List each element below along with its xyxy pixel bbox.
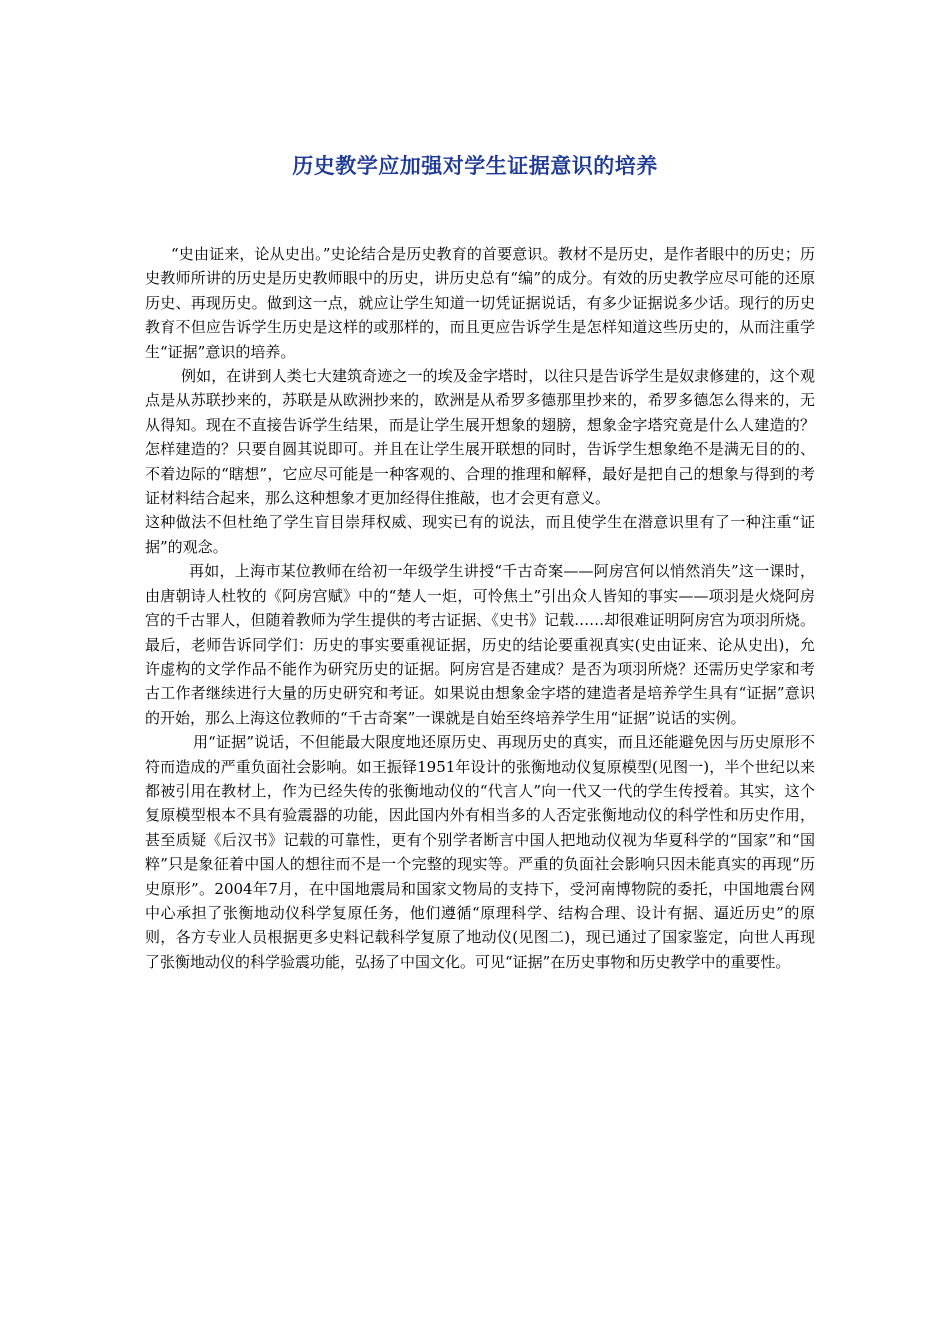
- paragraph-5: 用“证据”说话，不但能最大限度地还原历史、再现历史的真实，而且还能避免因与历史原形不符而造成的严重负面社会影响。如王振铎1951年设计的张衡地动仪复原模型(见图一)，半个世纪以来都被引用在教材上，作为已经失传的张衡地动仪的“代言人”向一代又一代的学生传授着。其实，这个复原模型根本不具有验震器的功能，因此国内外有相当多的人否定张衡地动仪的科学性和历史作用，甚至质疑《后汉书》记载的可靠性，更有个别学者断言中国人把地动仪视为华夏科学的“国家”和“国粹”只是象征着中国人的想往而不是一个完整的现实等。严重的负面社会影响只因未能真实的再现“历史原形”。2004年7月，在中国地震局和国家文物局的支持下，受河南博物院的委托，中国地震台网中心承担了张衡地动仪科学复原任务，他们遵循“原理科学、结构合理、设计有据、逼近历史”的原则，各方专业人员根据更多史料记载科学复原了地动仪(见图二)，现已通过了国家鉴定，向世人再现了张衡地动仪的科学验震功能，弘扬了中国文化。可见“证据”在历史事物和历史教学中的重要性。: [145, 733, 815, 971]
- paragraph-1: “史由证来，论从史出。”史论结合是历史教育的首要意识。教材不是历史，是作者眼中的历史；历史教师所讲的历史是历史教师眼中的历史，讲历史总有“编”的成分。有效的历史教学应尽可能的还原历史、再现历史。做到这一点，就应让学生知道一切凭证据说话，有多少证据说多少话。现行的历史教育不但应告诉学生历史是这样的或那样的，而且更应告诉学生是怎样知道这些历史的，从而注重学生“证据”意识的培养。: [145, 245, 815, 361]
- document-title: 历史教学应加强对学生证据意识的培养: [292, 153, 658, 178]
- paragraph-4: 再如，上海市某位教师在给初一年级学生讲授“千古奇案——阿房宫何以悄然消失”这一课时，由唐朝诗人杜牧的《阿房宫赋》中的“楚人一炬，可怜焦土”引出众人皆知的事实——项羽是火烧阿房宫的千古罪人，但随着教师为学生提供的考古证据、《史书》记载……却很难证明阿房宫为项羽所烧。最后，老师告诉同学们：历史的事实要重视证据，历史的结论要重视真实(史由证来、论从史出)，允许虚构的文学作品不能作为研究历史的证据。阿房宫是否建成？是否为项羽所烧？还需历史学家和考古工作者继续进行大量的历史研究和考证。如果说由想象金字塔的建造者是培养学生具有“证据”意识的开始，那么上海这位教师的“千古奇案”一课就是自始至终培养学生用“证据”说话的实例。: [145, 562, 815, 727]
- document-body: [145, 242, 815, 974]
- paragraph-2: 例如，在讲到人类七大建筑奇迹之一的埃及金字塔时，以往只是告诉学生是奴隶修建的，这个观点是从苏联抄来的，苏联是从欧洲抄来的，欧洲是从希罗多德那里抄来的，希罗多德怎么得来的，无从得知。现在不直接告诉学生结果，而是让学生展开想象的翅膀，想象金字塔究竟是什么人建造的？怎样建造的？只要自圆其说即可。并且在让学生展开联想的同时，告诉学生想象绝不是满无目的的、不着边际的“瞎想”，它应尽可能是一种客观的、合理的推理和解释，最好是把自己的想象与得到的考证材料结合起来，那么这种想象才更加经得住推敲，也才会更有意义。: [145, 367, 815, 508]
- paragraph-3: 这种做法不但杜绝了学生盲目崇拜权威、现实已有的说法，而且使学生在潜意识里有了一种注重“证据”的观念。: [145, 513, 815, 556]
